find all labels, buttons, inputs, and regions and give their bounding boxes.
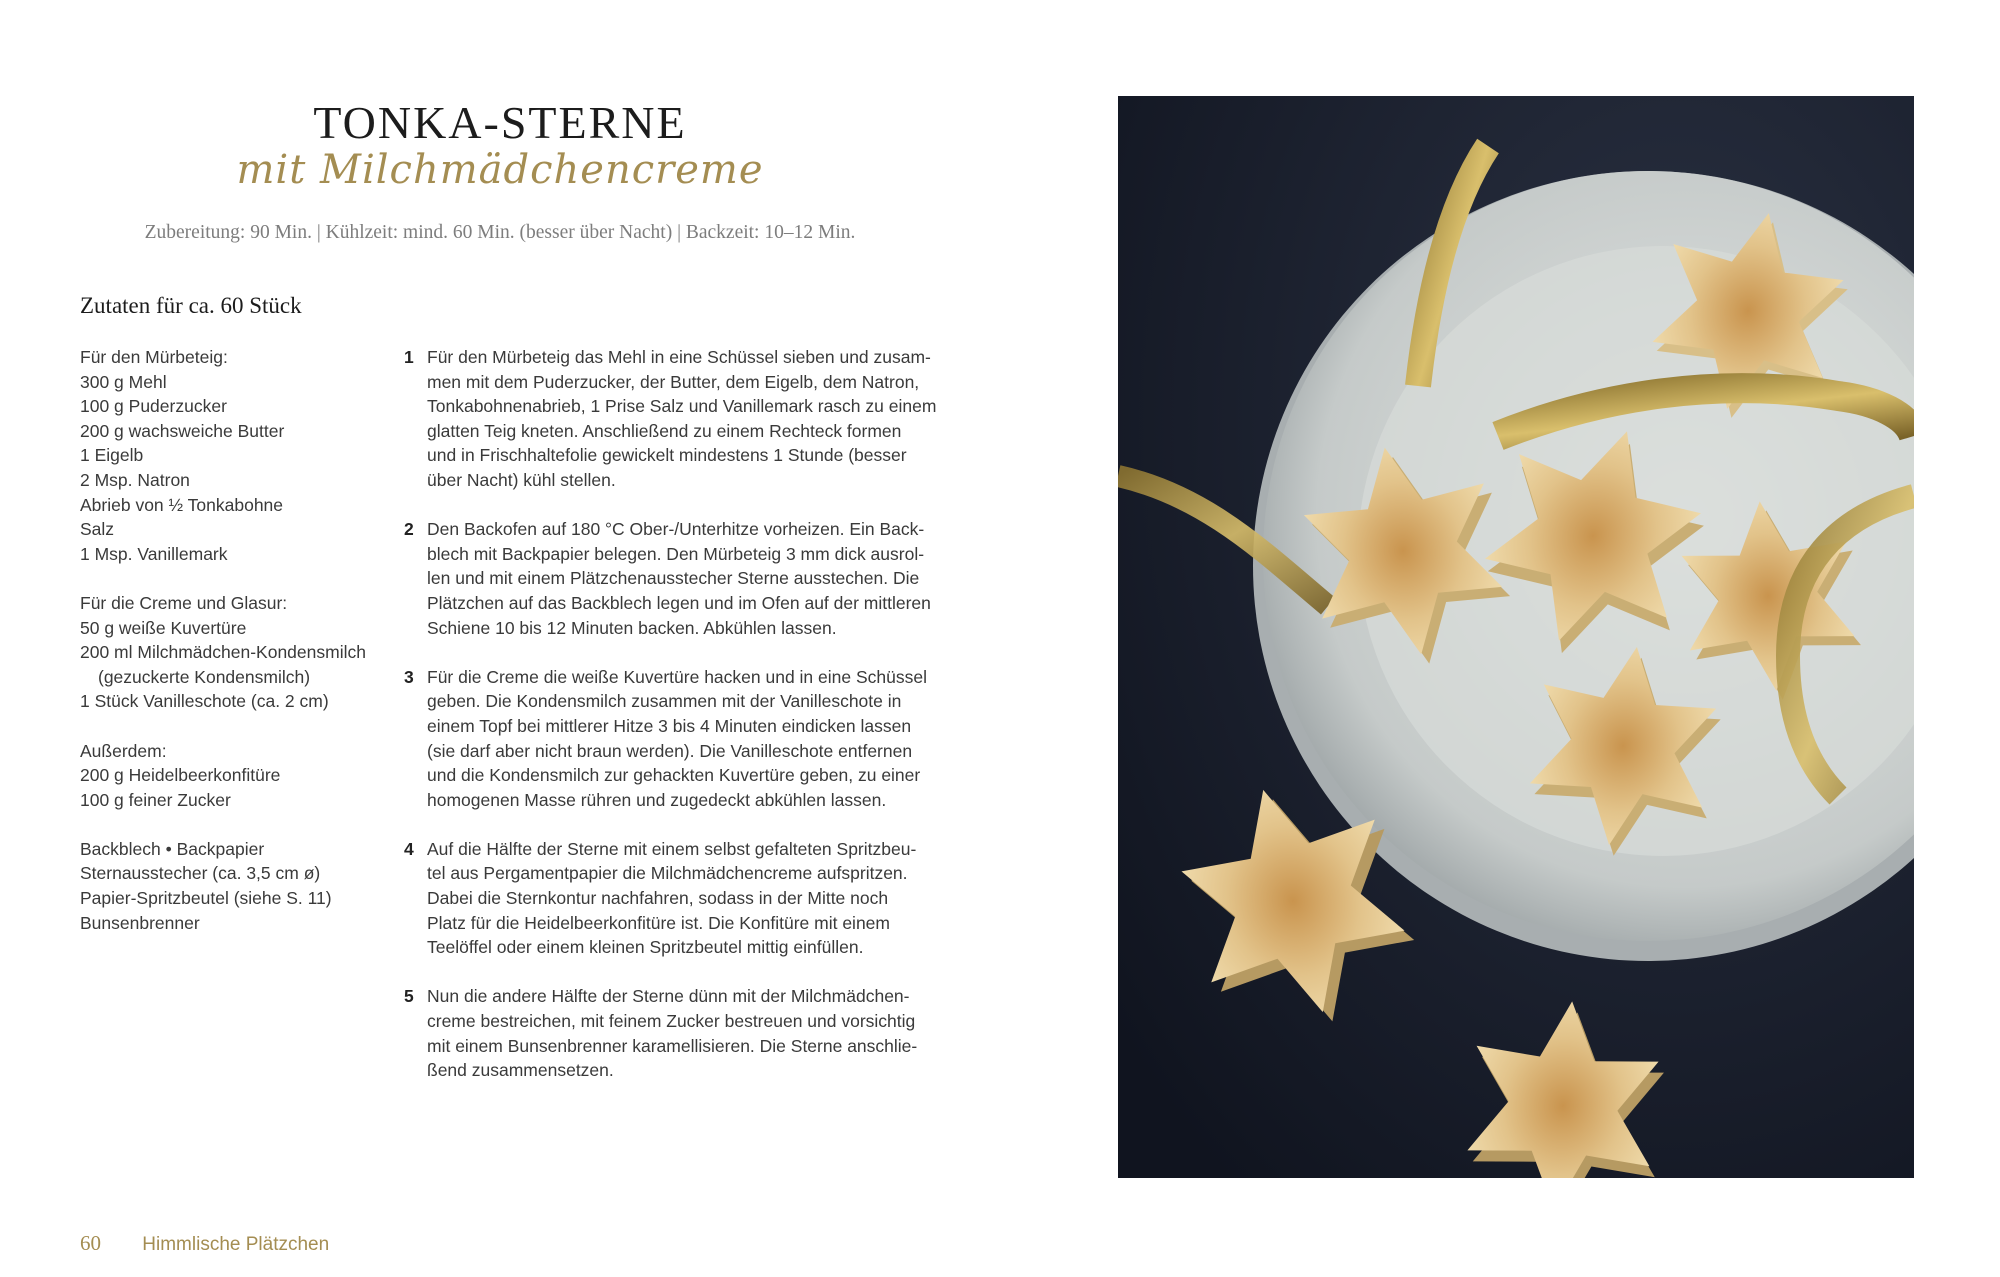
ingredient-line: 2 Msp. Natron: [80, 469, 190, 490]
step-number: 3: [404, 666, 414, 687]
step-line: glatten Teig kneten. Anschließend zu einem Rechteck formen: [427, 420, 902, 441]
ingredient-line: Bunsenbrenner: [80, 912, 200, 933]
step-line: geben. Die Kondensmilch zusammen mit der Vanilleschote in: [427, 691, 902, 712]
ingredient-line: Außerdem:: [80, 740, 167, 761]
ingredient-line: 1 Eigelb: [80, 445, 144, 466]
step-line: Auf die Hälfte der Sterne mit einem selbst gefalteten Spritzbeu-: [427, 838, 917, 859]
ingredients-heading: Zutaten für ca. 60 Stück: [80, 293, 302, 318]
page-footer: [80, 1231, 329, 1256]
step-line: einem Topf bei mittlerer Hitze 3 bis 4 Minuten eindicken lassen: [427, 715, 912, 736]
ingredient-line: Salz: [80, 519, 115, 540]
step-number: 1: [404, 347, 414, 367]
step-line: len und mit einem Plätzchenausstecher Sterne ausstechen. Die: [427, 568, 920, 589]
step-line: (sie darf aber nicht braun werden). Die Vanilleschote entfernen: [427, 740, 913, 761]
cookie-photo-illustration: [1118, 96, 1914, 1178]
ingredient-line: 100 g feiner Zucker: [80, 789, 231, 810]
ingredient-line: 50 g weiße Kuvertüre: [80, 617, 247, 638]
step-line: Schiene 10 bis 12 Minuten backen. Abkühlen lassen.: [427, 617, 837, 638]
ingredient-group: [80, 837, 400, 935]
ingredient-line: Abrieb von ½ Tonkabohne: [80, 494, 284, 515]
instruction-steps: [400, 345, 940, 1107]
ingredient-line: 200 ml Milchmädchen-Kondensmilch: [80, 642, 366, 663]
step-line: Tonkabohnenabrieb, 1 Prise Salz und Vanillemark rasch zu einem: [427, 396, 937, 417]
page-number: 60: [80, 1231, 101, 1255]
ingredient-line: 200 g wachsweiche Butter: [80, 420, 285, 441]
ingredient-line: 200 g Heidelbeerkonfitüre: [80, 765, 281, 786]
step-line: Für die Creme die weiße Kuvertüre hacken und in eine Schüssel: [427, 666, 927, 687]
step-line: men mit dem Puderzucker, der Butter, dem Eigelb, dem Natron,: [427, 371, 920, 392]
cookie-photo: [1118, 96, 1914, 1178]
ingredient-line: Papier-Spritzbeutel (siehe S. 11): [80, 888, 332, 909]
recipe-timing: Zubereitung: 90 Min. | Kühlzeit: mind. 60 Min. (besser über Nacht) | Backzeit: 10–12 Min.: [144, 222, 856, 243]
step-line: Dabei die Sternkontur nachfahren, sodass in der Mitte noch: [427, 888, 889, 909]
section-title: Himmlische Plätzchen: [142, 1234, 330, 1255]
ingredient-group: [80, 345, 400, 566]
step-line: creme bestreichen, mit feinem Zucker bestreuen und vorsichtig: [427, 1011, 916, 1032]
ingredient-group: [80, 591, 400, 714]
step-2: [400, 517, 940, 640]
step-line: Den Backofen auf 180 °C Ober-/Unterhitze vorheizen. Ein Back-: [427, 519, 925, 540]
ingredient-line: (gezuckerte Kondensmilch): [98, 666, 311, 687]
step-number: 2: [404, 519, 414, 540]
step-number: 5: [404, 986, 414, 1007]
step-1: [400, 345, 940, 493]
step-line: über Nacht) kühl stellen.: [427, 469, 616, 490]
step-line: blech mit Backpapier belegen. Den Mürbeteig 3 mm dick ausrol-: [427, 543, 925, 564]
step-line: homogenen Masse rühren und zugedeckt abkühlen lassen.: [427, 789, 887, 810]
step-number: 4: [404, 838, 414, 859]
step-line: Plätzchen auf das Backblech legen und im Ofen auf der mittleren: [427, 592, 931, 613]
step-5: [400, 984, 940, 1082]
ingredient-line: 1 Stück Vanilleschote (ca. 2 cm): [80, 691, 329, 712]
step-line: und in Frischhaltefolie gewickelt mindestens 1 Stunde (besser: [427, 445, 907, 466]
step-4: [400, 837, 940, 960]
step-line: Für den Mürbeteig das Mehl in eine Schüssel sieben und zusam-: [427, 347, 931, 367]
recipe-title: TONKA-STERNE: [313, 97, 687, 148]
ingredient-line: 300 g Mehl: [80, 371, 167, 392]
ingredient-group: [80, 739, 400, 813]
step-line: Teelöffel oder einem kleinen Spritzbeutel mittig einfüllen.: [427, 937, 864, 958]
ingredient-line: Backblech • Backpapier: [80, 838, 265, 859]
ingredient-line: Für die Creme und Glasur:: [80, 592, 288, 613]
step-line: und die Kondensmilch zur gehackten Kuvertüre geben, zu einer: [427, 765, 921, 786]
ingredient-line: 1 Msp. Vanillemark: [80, 543, 228, 564]
step-line: Nun die andere Hälfte der Sterne dünn mit der Milchmädchen-: [427, 986, 910, 1007]
step-3: [400, 665, 940, 813]
step-line: mit einem Bunsenbrenner karamellisieren. Die Sterne anschlie-: [427, 1035, 918, 1056]
ingredients-list: [80, 345, 400, 960]
recipe-subtitle: mit Milchmädchencreme: [236, 147, 764, 193]
recipe-title-block: [100, 97, 900, 193]
ingredient-line: Für den Mürbeteig:: [80, 347, 228, 367]
step-line: ßend zusammensetzen.: [427, 1060, 614, 1081]
ingredient-line: 100 g Puderzucker: [80, 396, 227, 417]
ingredient-line: Sternausstecher (ca. 3,5 cm ø): [80, 863, 321, 884]
step-line: Platz für die Heidelbeerkonfitüre ist. Die Konfitüre mit einem: [427, 912, 890, 933]
step-line: tel aus Pergamentpapier die Milchmädchencreme aufspritzen.: [427, 863, 908, 884]
